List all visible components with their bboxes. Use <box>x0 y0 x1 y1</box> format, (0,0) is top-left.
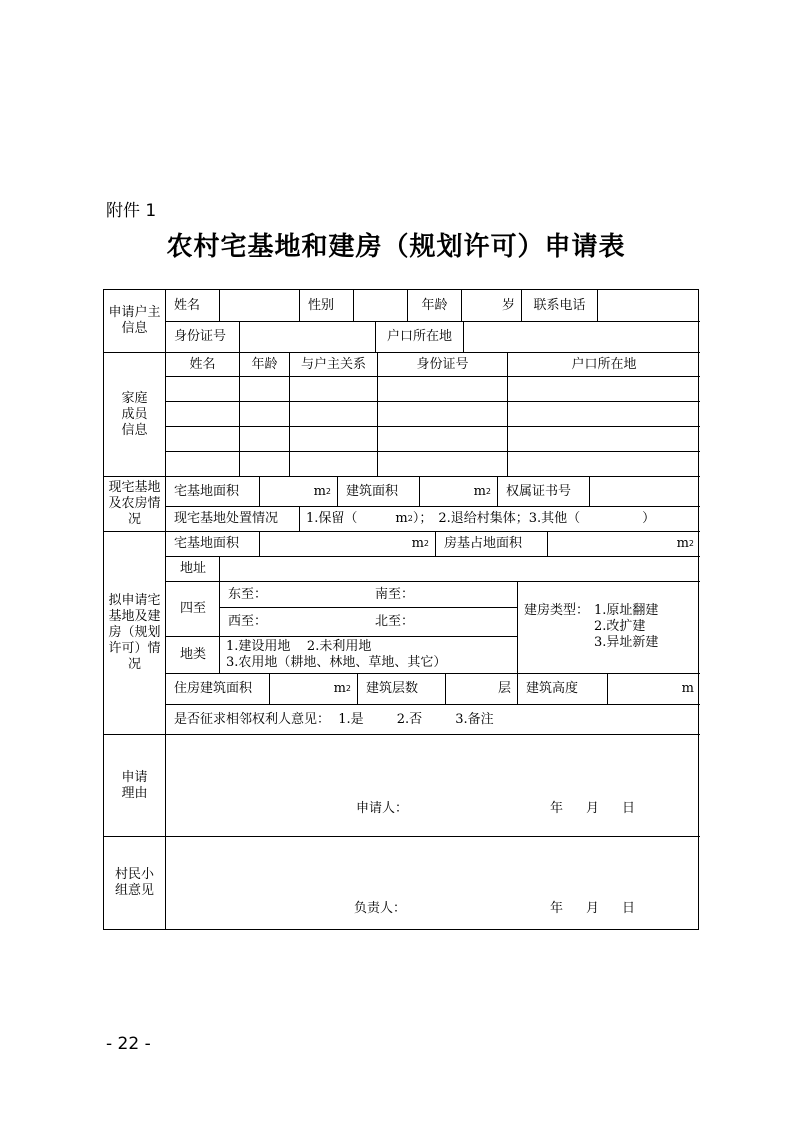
planned-land-type-options[interactable] <box>220 637 518 674</box>
applicant-phone-label: 联系电话 <box>522 290 598 322</box>
family-section-label: 家庭成员信息 <box>104 353 166 477</box>
planned-floors-field[interactable] <box>446 674 518 705</box>
attachment-label: 附件 1 <box>106 201 157 221</box>
reason-day-label: 日 <box>622 801 636 816</box>
planned-height-field[interactable] <box>608 674 700 705</box>
applicant-name-field[interactable] <box>220 290 300 322</box>
planned-consent-options[interactable]: 是否征求相邻权利人意见： 1.是 2.否 3.备注 <box>166 705 700 735</box>
family-row-2-id[interactable] <box>378 402 508 427</box>
reason-section-label: 申请理由 <box>104 735 166 837</box>
group-section-label: 村民小组意见 <box>104 837 166 929</box>
family-row-2-relation[interactable] <box>290 402 378 427</box>
planned-floors-label: 建筑层数 <box>358 674 446 705</box>
planned-bounds-row-1[interactable] <box>220 582 518 608</box>
form-title: 农村宅基地和建房（规划许可）申请表 <box>166 232 626 262</box>
family-row-4-relation[interactable] <box>290 452 378 477</box>
page-number: - 22 - <box>106 1034 151 1054</box>
floors-unit: 层 <box>497 681 511 696</box>
applicant-id-field[interactable] <box>240 322 376 353</box>
family-row-4-hukou[interactable] <box>508 452 700 477</box>
land-type-line-1[interactable]: 1.建设用地 2.未利用地 <box>226 639 372 654</box>
group-signer-label: 负责人： <box>354 901 407 916</box>
family-row-2-name[interactable] <box>166 402 240 427</box>
group-opinion-field[interactable] <box>166 837 700 929</box>
current-disposal-options[interactable]: 1.保留（ m 2 ）； 2.退给村集体； 3.其他（ ） <box>300 507 700 532</box>
planned-section-label: 拟申请宅基地及建房（规划许可）情况 <box>104 532 166 735</box>
build-type-option-3[interactable]: 3.异址新建 <box>594 635 659 650</box>
family-col-id: 身份证号 <box>378 353 508 377</box>
current-section-label: 现宅基地及农房情况 <box>104 477 166 532</box>
land-type-line-2[interactable]: 3.农用地（耕地、林地、草地、其它） <box>226 655 447 670</box>
family-col-age: 年龄 <box>240 353 290 377</box>
family-col-relation: 与户主关系 <box>290 353 378 377</box>
planned-homestead-area-label: 宅基地面积 <box>166 532 260 557</box>
family-row-1-hukou[interactable] <box>508 377 700 402</box>
current-cert-label: 权属证书号 <box>498 477 590 507</box>
build-type-option-2[interactable]: 2.改扩建 <box>594 619 646 634</box>
build-type-option-1[interactable]: 1.原址翻建 <box>594 603 659 618</box>
family-row-1-id[interactable] <box>378 377 508 402</box>
height-unit: m <box>681 681 694 696</box>
applicant-hukou-field[interactable] <box>464 322 700 353</box>
planned-address-field[interactable] <box>220 557 700 582</box>
group-year-label: 年 <box>550 901 564 916</box>
family-row-3-relation[interactable] <box>290 427 378 452</box>
current-build-area-label: 建筑面积 <box>338 477 420 507</box>
family-row-1-age[interactable] <box>240 377 290 402</box>
reason-signer-label: 申请人： <box>356 801 409 816</box>
planned-house-area-label: 住房建筑面积 <box>166 674 270 705</box>
build-type-label: 建房类型： <box>524 603 590 618</box>
planned-address-label: 地址 <box>166 557 220 582</box>
applicant-age-label: 年龄 <box>408 290 462 322</box>
unit-m: m <box>676 536 689 551</box>
current-build-area-field[interactable]: m 2 <box>420 477 498 507</box>
planned-bounds-row-2[interactable] <box>220 608 518 637</box>
family-row-3-age[interactable] <box>240 427 290 452</box>
applicant-gender-field[interactable] <box>354 290 408 322</box>
planned-footprint-field[interactable]: m 2 <box>548 532 700 557</box>
unit-m: m <box>313 483 326 499</box>
disposal-keep-close: ）； <box>412 511 433 526</box>
family-row-4-age[interactable] <box>240 452 290 477</box>
applicant-id-label: 身份证号 <box>166 322 240 353</box>
planned-footprint-label: 房基占地面积 <box>436 532 548 557</box>
planned-house-area-field[interactable]: m 2 <box>270 674 358 705</box>
unit-m: m <box>333 681 346 696</box>
reason-month-label: 月 <box>586 801 600 816</box>
family-row-3-hukou[interactable] <box>508 427 700 452</box>
west-bound-label: 西至： <box>228 614 268 629</box>
current-homestead-area-field[interactable]: m 2 <box>260 477 338 507</box>
current-cert-field[interactable] <box>590 477 700 507</box>
planned-bounds-label: 四至 <box>166 582 220 637</box>
planned-land-type-label: 地类 <box>166 637 220 674</box>
family-col-name: 姓名 <box>166 353 240 377</box>
applicant-gender-label: 性别 <box>300 290 354 322</box>
family-row-2-age[interactable] <box>240 402 290 427</box>
north-bound-label: 北至： <box>375 614 415 629</box>
disposal-option-other[interactable]: 3.其他（ <box>528 511 581 526</box>
group-day-label: 日 <box>622 901 636 916</box>
disposal-option-keep[interactable]: 1.保留（ <box>306 511 358 526</box>
age-unit: 岁 <box>501 297 515 313</box>
unit-m: m <box>411 536 424 551</box>
planned-homestead-area-field[interactable]: m 2 <box>260 532 436 557</box>
family-row-4-name[interactable] <box>166 452 240 477</box>
current-disposal-label: 现宅基地处置情况 <box>166 507 300 532</box>
disposal-option-return[interactable]: 2.退给村集体； <box>438 511 529 526</box>
reason-year-label: 年 <box>550 801 564 816</box>
application-form-table <box>103 289 699 930</box>
planned-height-label: 建筑高度 <box>518 674 608 705</box>
applicant-phone-field[interactable] <box>598 290 700 322</box>
family-row-2-hukou[interactable] <box>508 402 700 427</box>
applicant-age-field[interactable] <box>462 290 522 322</box>
applicant-hukou-label: 户口所在地 <box>376 322 464 353</box>
family-row-1-name[interactable] <box>166 377 240 402</box>
reason-field[interactable] <box>166 735 700 837</box>
family-row-3-name[interactable] <box>166 427 240 452</box>
south-bound-label: 南至： <box>375 586 415 602</box>
family-row-4-id[interactable] <box>378 452 508 477</box>
applicant-section-label: 申请户主信息 <box>104 290 166 353</box>
applicant-name-label: 姓名 <box>166 290 220 322</box>
family-col-hukou: 户口所在地 <box>508 353 700 377</box>
group-month-label: 月 <box>586 901 600 916</box>
current-homestead-area-label: 宅基地面积 <box>166 477 260 507</box>
east-bound-label: 东至： <box>228 586 268 602</box>
disposal-other-close: ） <box>642 511 656 526</box>
family-row-1-relation[interactable] <box>290 377 378 402</box>
unit-m: m <box>395 511 408 526</box>
family-row-3-id[interactable] <box>378 427 508 452</box>
unit-m: m <box>473 483 486 499</box>
